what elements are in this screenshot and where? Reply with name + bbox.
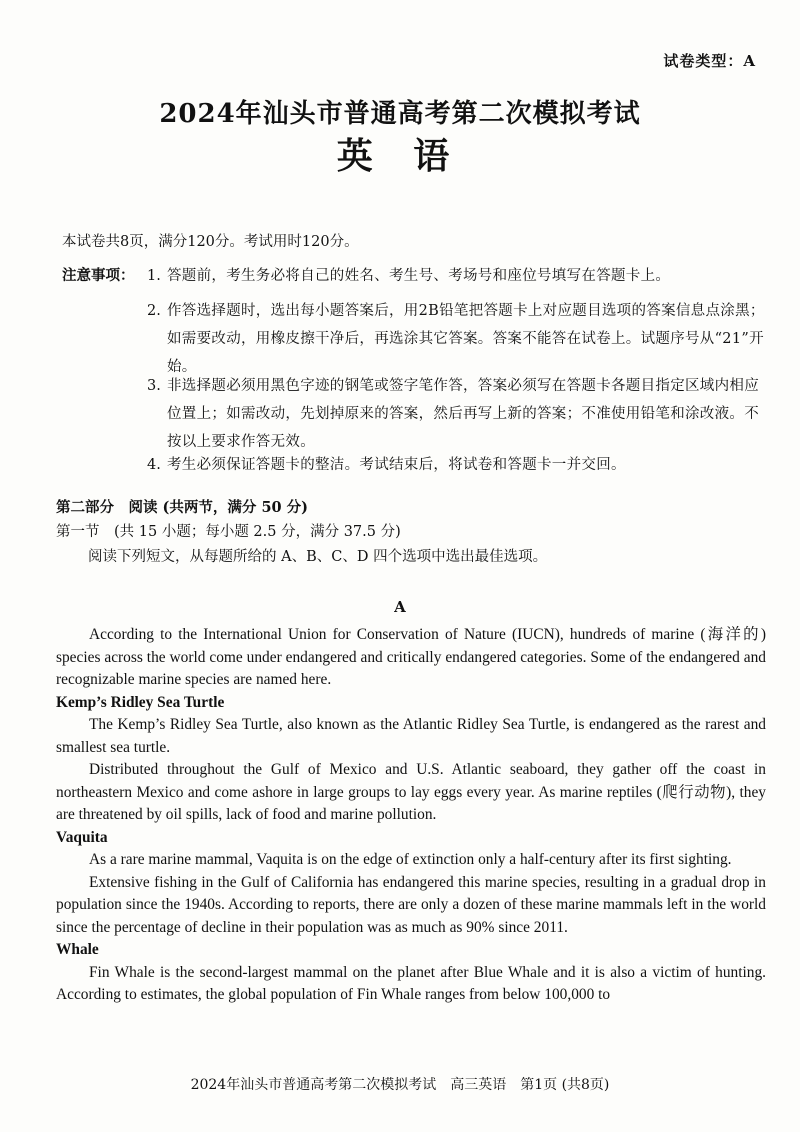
notice-label: 注意事项： — [62, 267, 135, 284]
subject-title: 英 语 — [336, 135, 464, 177]
paragraph: Distributed throughout the Gulf of Mexico and U.S. Atlantic seaboard, they gather off the coast in northeastern Mexico and come ashore in large groups to lay eggs every year. As marine reptiles (爬行动物), they are threatened by oil spills, lack of food and marine pollution. — [56, 761, 766, 823]
paper-type-label: 试卷类型：A — [663, 52, 756, 70]
passage-body — [56, 624, 766, 1007]
notice-text: 考生必须保证答题卡的整洁。考试结束后，将试卷和答题卡一并交回。 — [167, 457, 626, 473]
section-heading-turtle: Kemp’s Ridley Sea Turtle — [56, 693, 225, 711]
notice-number: 4. — [147, 457, 161, 473]
reading-instruction: 阅读下列短文，从每题所给的 A、B、C、D 四个选项中选出最佳选项。 — [88, 549, 548, 565]
section-heading-vaquita: Vaquita — [56, 828, 108, 846]
section-heading-whale: Whale — [56, 941, 99, 958]
notice-item-1 — [147, 262, 767, 290]
page-footer: 2024年汕头市普通高考第二次模拟考试 高三英语 第1页 (共8页) — [190, 1077, 610, 1093]
notice-item-2 — [147, 297, 767, 381]
section-title: 第一节 (共 15 小题；每小题 2.5 分，满分 37.5 分) — [56, 524, 401, 540]
notice-item-4 — [147, 451, 767, 479]
notice-number: 2. — [147, 303, 161, 319]
part-title: 第二部分 阅读 (共两节，满分 50 分) — [56, 499, 309, 516]
paragraph: As a rare marine mammal, Vaquita is on the edge of extinction only a half-century after its first sighting. — [89, 851, 732, 868]
notice-number: 1. — [147, 268, 161, 284]
notice-text: 非选择题必须用黑色字迹的钢笔或签字笔作答，答案必须写在答题卡各题目指定区域内相应位置上；如需改动，先划掉原来的答案，然后再写上新的答案；不准使用铅笔和涂改液。不按以上要求作答无效。 — [167, 378, 759, 450]
paragraph: The Kemp’s Ridley Sea Turtle, also known as the Atlantic Ridley Sea Turtle, is endangered as the rarest and smallest sea turtle. — [56, 716, 766, 756]
notice-text: 答题前，考生务必将自己的姓名、考生号、考场号和座位号填写在答题卡上。 — [167, 268, 671, 284]
exam-title: 2024年汕头市普通高考第二次模拟考试 — [159, 99, 641, 129]
paragraph: Extensive fishing in the Gulf of California has endangered this marine species, resulting in a gradual drop in population since the 1940s. According to reports, there are only a dozen of these marine mammals left in the world since the percentage of decline in their population was as much as 90% since 2011. — [56, 873, 766, 936]
paragraph: Fin Whale is the second-largest mammal on the planet after Blue Whale and it is also a victim of hunting. According to estimates, the global population of Fin Whale ranges from below 100,000 to — [56, 963, 766, 1003]
exam-intro: 本试卷共8页，满分120分。考试用时120分。 — [62, 234, 359, 250]
notice-text: 作答选择题时，选出每小题答案后，用2B铅笔把答题卡上对应题目选项的答案信息点涂黑；如需要改动，用橡皮擦干净后，再选涂其它答案。答案不能答在试卷上。试题序号从“21”开始。 — [167, 303, 765, 375]
passage-intro: According to the International Union for Conservation of Nature (IUCN), hundreds of marine (海洋的) species across the world come under endangered and critically endangered categories. Some of the endangered and recognizable marine species are named here. — [56, 626, 766, 688]
notice-item-3 — [147, 372, 767, 456]
notice-number: 3. — [147, 378, 161, 394]
passage-letter: A — [394, 598, 406, 616]
